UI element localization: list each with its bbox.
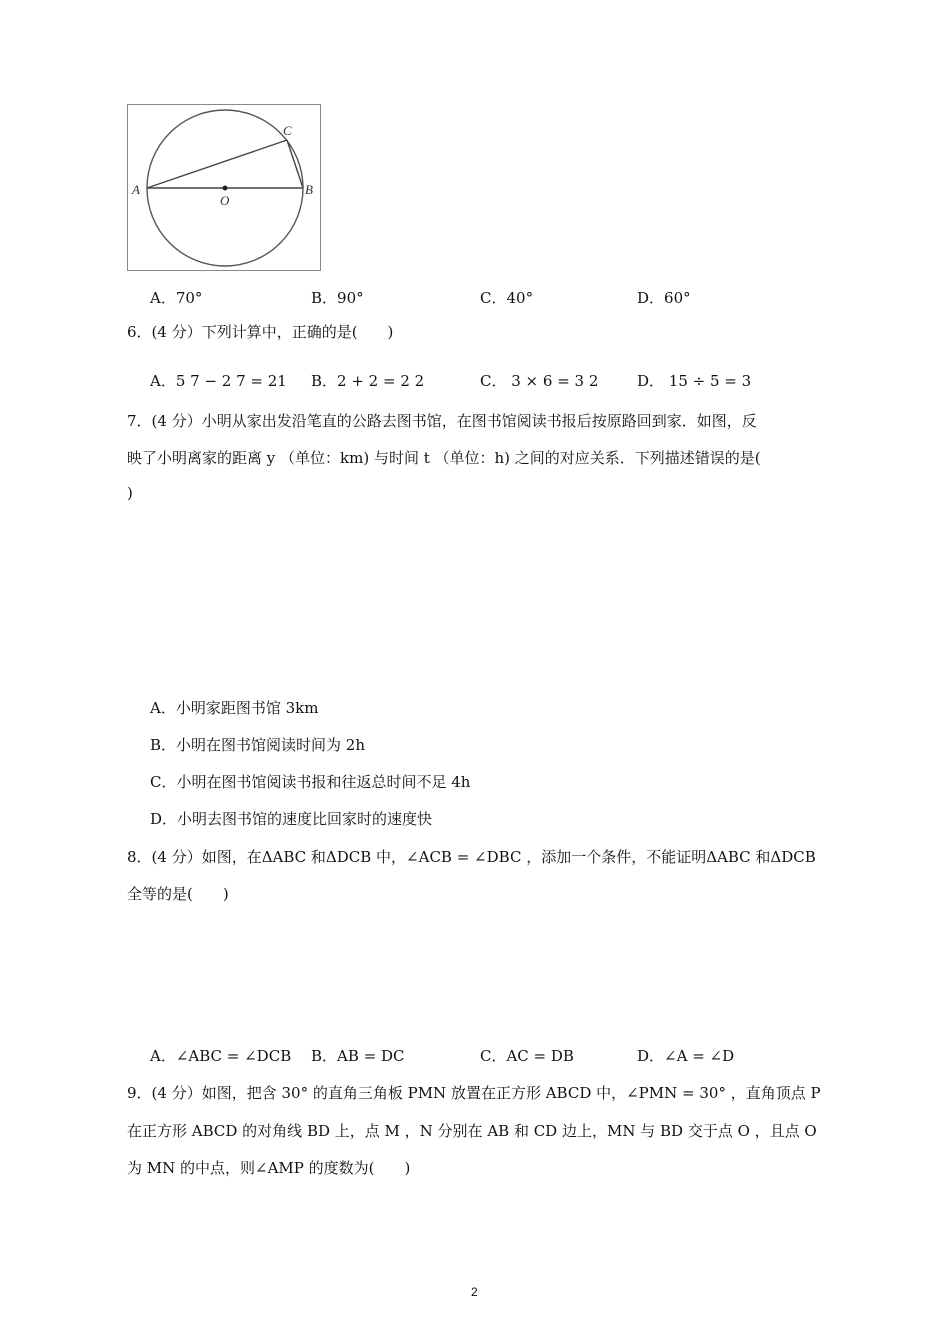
q7-line-1: 7．(4 分）小明从家出发沿笔直的公路去图书馆，在图书馆阅读书报后按原路回到家．如图，反: [127, 412, 757, 430]
chord-cb: [287, 140, 303, 188]
label-a: A: [132, 182, 140, 197]
circle-diagram: [128, 105, 320, 270]
q9-line-1: 9．(4 分）如图，把含 30° 的直角三角板 PMN 放置在正方形 ABCD 中，∠PMN = 30° ，直角顶点 P: [127, 1084, 821, 1102]
chord-ac: [147, 140, 287, 188]
q8-option-c: C．AC = DB: [480, 1047, 574, 1065]
q5-option-b: B．90°: [311, 289, 364, 307]
page-number: 2: [471, 1285, 478, 1299]
q6-option-c: C． 3 × 6 = 3 2: [480, 372, 599, 390]
q7-line-3: ): [127, 484, 133, 502]
q6-stem: 6．(4 分）下列计算中，正确的是( ): [127, 323, 394, 341]
q8-option-a: A．∠ABC = ∠DCB: [150, 1047, 292, 1065]
q9-line-2: 在正方形 ABCD 的对角线 BD 上，点 M ，N 分别在 AB 和 CD 边上，MN 与 BD 交于点 O ，且点 O: [127, 1122, 817, 1140]
q8-option-d: D．∠A = ∠D: [637, 1047, 735, 1065]
q7-option-c: C．小明在图书馆阅读书报和往返总时间不足 4h: [150, 773, 471, 791]
q6-option-a: A．5 7 − 2 7 = 21: [150, 372, 287, 390]
q7-option-b: B．小明在图书馆阅读时间为 2h: [150, 736, 365, 754]
circle-figure: [127, 104, 321, 271]
label-c: C: [283, 123, 292, 138]
q7-line-2: 映了小明离家的距离 y （单位：km) 与时间 t （单位：h) 之间的对应关系．下列描述错误的是(: [127, 449, 761, 467]
q9-line-3: 为 MN 的中点，则∠AMP 的度数为( ): [127, 1159, 411, 1177]
q7-option-a: A．小明家距图书馆 3km: [150, 699, 319, 717]
label-o: O: [220, 193, 230, 208]
q6-option-b: B．2 + 2 = 2 2: [311, 372, 425, 390]
q8-line-1: 8．(4 分）如图，在ΔABC 和ΔDCB 中，∠ACB = ∠DBC ，添加一个条件，不能证明ΔABC 和ΔDCB: [127, 848, 816, 866]
q5-option-d: D．60°: [637, 289, 691, 307]
label-b: B: [305, 182, 313, 197]
q7-option-d: D．小明去图书馆的速度比回家时的速度快: [150, 810, 433, 828]
center-point-o: [223, 186, 228, 191]
q8-line-2: 全等的是( ): [127, 885, 229, 903]
q6-option-d: D． 15 ÷ 5 = 3: [637, 372, 752, 390]
q5-option-a: A．70°: [150, 289, 203, 307]
q8-option-b: B．AB = DC: [311, 1047, 405, 1065]
q5-option-c: C．40°: [480, 289, 534, 307]
